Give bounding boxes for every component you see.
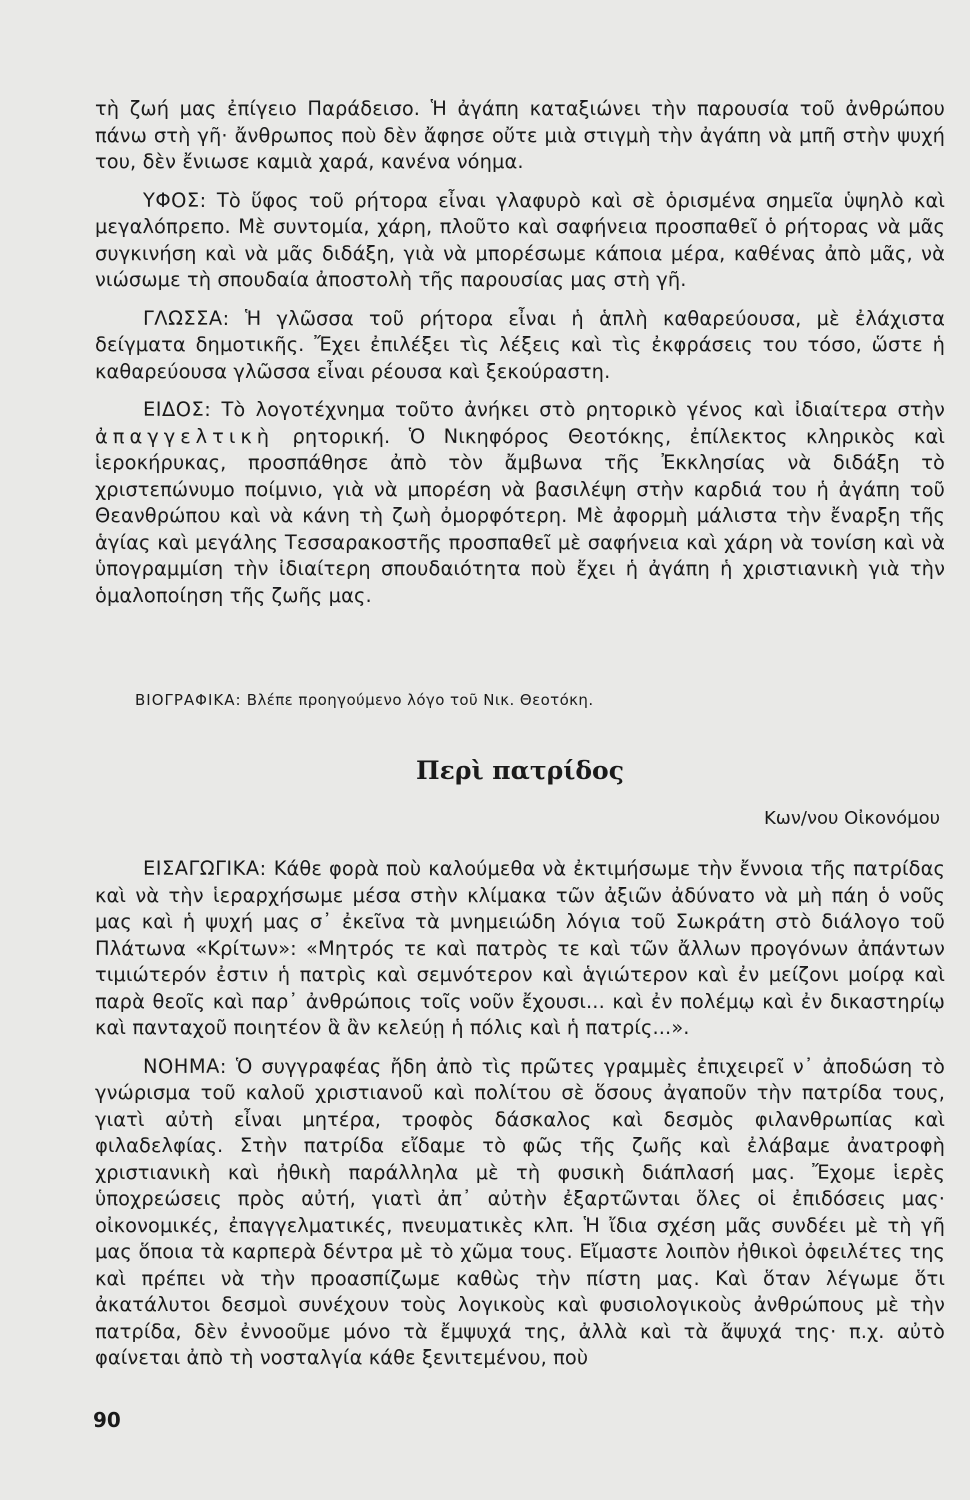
- glossa-label: ΓΛΩΣΣΑ:: [143, 306, 230, 330]
- yfos-text: Τὸ ὕφος τοῦ ρήτορα εἶναι γλαφυρὸ καὶ σὲ ὁρισμένα σημεῖα ὑψηλὸ καὶ μεγαλόπρεπο. Μὲ συντομία, χάρη, πλοῦτο καὶ σαφήνεια προσπαθεῖ ὁ ρήτορας νὰ μᾶς συγκινήση καὶ νὰ μᾶς διδάξη, γιὰ νὰ μπορέσωμε κάποια μέρα, καθένας ἀπὸ μᾶς, νὰ νιώσωμε τὴ σπουδαία ἀποστολὴ τῆς παρουσίας μας στὴ γῆ.: [95, 188, 946, 291]
- page-number: 90: [93, 1408, 121, 1432]
- yfos-label: ΥΦΟΣ:: [143, 188, 207, 212]
- glossa-paragraph: [95, 306, 945, 386]
- noima-paragraph: [95, 1054, 945, 1372]
- eidos-label: ΕΙΔΟΣ:: [143, 398, 212, 421]
- upper-text-block: [95, 96, 945, 609]
- intro-paragraph: τὴ ζωή μας ἐπίγειο Παράδεισο. Ἡ ἀγάπη καταξιώνει τὴν παρουσία τοῦ ἀνθρώπου πάνω στὴ γῆ· ἄνθρωπος ποὺ δὲν ἄφησε οὔτε μιὰ στιγμὴ τὴν ἀγάπη νὰ μπῆ στὴν ψυχή του, δὲν ἔνιωσε καμιὰ χαρά, κανένα νόημα.: [95, 97, 945, 173]
- noima-label: ΝΟΗΜΑ:: [143, 1054, 227, 1078]
- biografika-line: [135, 691, 594, 709]
- eidos-text-2: ρητορική. Ὁ Νικηφόρος Θεοτόκης, ἐπίλεκτος κληρικὸς καὶ ἱεροκήρυκας, προσπάθησε ἀπὸ τὸν ἄμβωνα τῆς Ἐκκλησίας νὰ διδάξη τὸ χριστεπώνυμο ποίμνιο, γιὰ νὰ μπορέση νὰ βασιλέψη στὴν καρδιά του ἡ ἀγάπη τοῦ Θεανθρώπου καὶ νὰ κάνη τὴ ζωὴ ὀμορφότερη. Μὲ ἀφορμὴ μάλιστα τὴν ἔναρξη τῆς ἁγίας καὶ μεγάλης Τεσσαρακοστῆς προσπαθεῖ μὲ σαφήνεια καὶ χάρη νὰ τονίση καὶ νὰ ὑπογραμμίση τὴν ἰδιαίτερη σπουδαιότητα ποὺ ἔχει ἡ ἀγάπη ἡ χριστιανικὴ γιὰ τὴν ὁμαλοποίηση τῆς ζωῆς μας.: [95, 424, 945, 607]
- section-title: Περὶ πατρίδος: [416, 756, 624, 785]
- yfos-paragraph: [95, 188, 945, 294]
- eisagogika-label: ΕΙΣΑΓΩΓΙΚΑ:: [143, 857, 267, 880]
- eidos-paragraph: [95, 397, 945, 609]
- eidos-text-1: Τὸ λογοτέχνημα τοῦτο ἀνήκει στὸ ρητορικὸ γένος καὶ ἰδιαίτερα στὴν: [221, 398, 945, 421]
- eidos-spaced-word: ἀπαγγελτικὴ: [95, 424, 275, 448]
- eisagogika-paragraph: [95, 856, 945, 1042]
- noima-text: Ὁ συγγραφέας ἤδη ἀπὸ τὶς πρῶτες γραμμὲς ἐπιχειρεῖ ν᾽ ἀποδώση τὸ γνώρισμα τοῦ καλοῦ χριστιανοῦ καὶ πολίτου σὲ ὅσους ἀγαποῦν τὴν πατρίδα τους, γιατὶ αὐτὴ εἶναι μητέρα, τροφὸς δάσκαλος καὶ δεσμὸς φιλανθρωπίας καὶ φιλαδελφίας. Στὴν πατρίδα εἴδαμε τὸ φῶς τῆς ζωῆς καὶ ἐλάβαμε ἀνατροφὴ χριστιανικὴ καὶ ἠθικὴ παράλληλα μὲ τὴ φυσικὴ διάπλασή μας. Ἔχομε ἱερὲς ὑποχρεώσεις πρὸς αὐτή, γιατὶ ἀπ᾽ αὐτὴν ἐξαρτῶνται ὅλες οἱ ἐπιδόσεις μας· οἰκονομικές, ἐπαγγελματικές, πνευματικὲς κλπ. Ἡ ἴδια σχέση μᾶς συνδέει μὲ τὴ γῆ μας ὅποια τὰ καρπερὰ δέντρα μὲ τὸ χῶμα τους. Εἴμαστε λοιπὸν ἠθικοὶ ὀφειλέτες της καὶ πρέπει νὰ τὴν προασπίζωμε καθὼς τὴν πίστη μας. Καὶ ὅταν λέγωμε ὅτι ἀκατάλυτοι δεσμοὶ συνέχουν τοὺς λογικοὺς καὶ φυσιολογικοὺς ἀνθρώπους μὲ τὴν πατρίδα, δὲν ἐννοοῦμε μόνο τὰ ἔμψυχά της, ἀλλὰ καὶ τὰ ἄψυχά της· π.χ. αὐτὸ φαίνεται ἀπὸ τὴ νοσταλγία κάθε ξενιτεμένου, ποὺ: [95, 1054, 945, 1369]
- biografika-text: Βλέπε προηγούμενο λόγο τοῦ Νικ. Θεοτόκη.: [246, 691, 594, 709]
- glossa-text: Ἡ γλῶσσα τοῦ ρήτορα εἶναι ἡ ἁπλὴ καθαρεύουσα, μὲ ἐλάχιστα δείγματα δημοτικῆς. Ἔχει ἐπιλέξει τὶς λέξεις καὶ τὶς ἐκφράσεις του τόσο, ὥστε ἡ καθαρεύουσα γλῶσσα εἶναι ρέουσα καὶ ξεκούραστη.: [95, 306, 945, 383]
- eisagogika-text: Κάθε φορὰ ποὺ καλούμεθα νὰ ἐκτιμήσωμε τὴν ἔννοια τῆς πατρίδας καὶ νὰ τὴν ἱεραρχήσωμε μέσα στὴν κλίμακα τῶν ἀξιῶν ἀδύνατο νὰ μὴ πάη ὁ νοῦς μας καὶ ἡ ψυχή μας σ᾽ ἐκεῖνα τὰ μνημειώδη λόγια τοῦ Σωκράτη στὸ διάλογο τοῦ Πλάτωνα «Κρίτων»: «Μητρός τε καὶ πατρὸς τε καὶ τῶν ἄλλων προγόνων ἀπάντων τιμιώτερόν ἐστιν ἡ πατρὶς καὶ σεμνότερον καὶ ἁγιώτερον καὶ ἐν μείζονι μοίρᾳ καὶ παρὰ θεοῖς καὶ παρ᾽ ἀνθρώποις τοῖς νοῦν ἔχουσι... καὶ ἐν πολέμῳ καὶ ἐν δικαστηρίῳ καὶ πανταχοῦ ποιητέον ἃ ἂν κελεύῃ ἡ πόλις καὶ ἡ πατρίς...».: [95, 857, 945, 1039]
- lower-text-block: [95, 856, 945, 1372]
- biografika-label: ΒΙΟΓΡΑΦΙΚΑ:: [135, 691, 242, 709]
- author: Κων/νου Οἰκονόμου: [763, 808, 940, 829]
